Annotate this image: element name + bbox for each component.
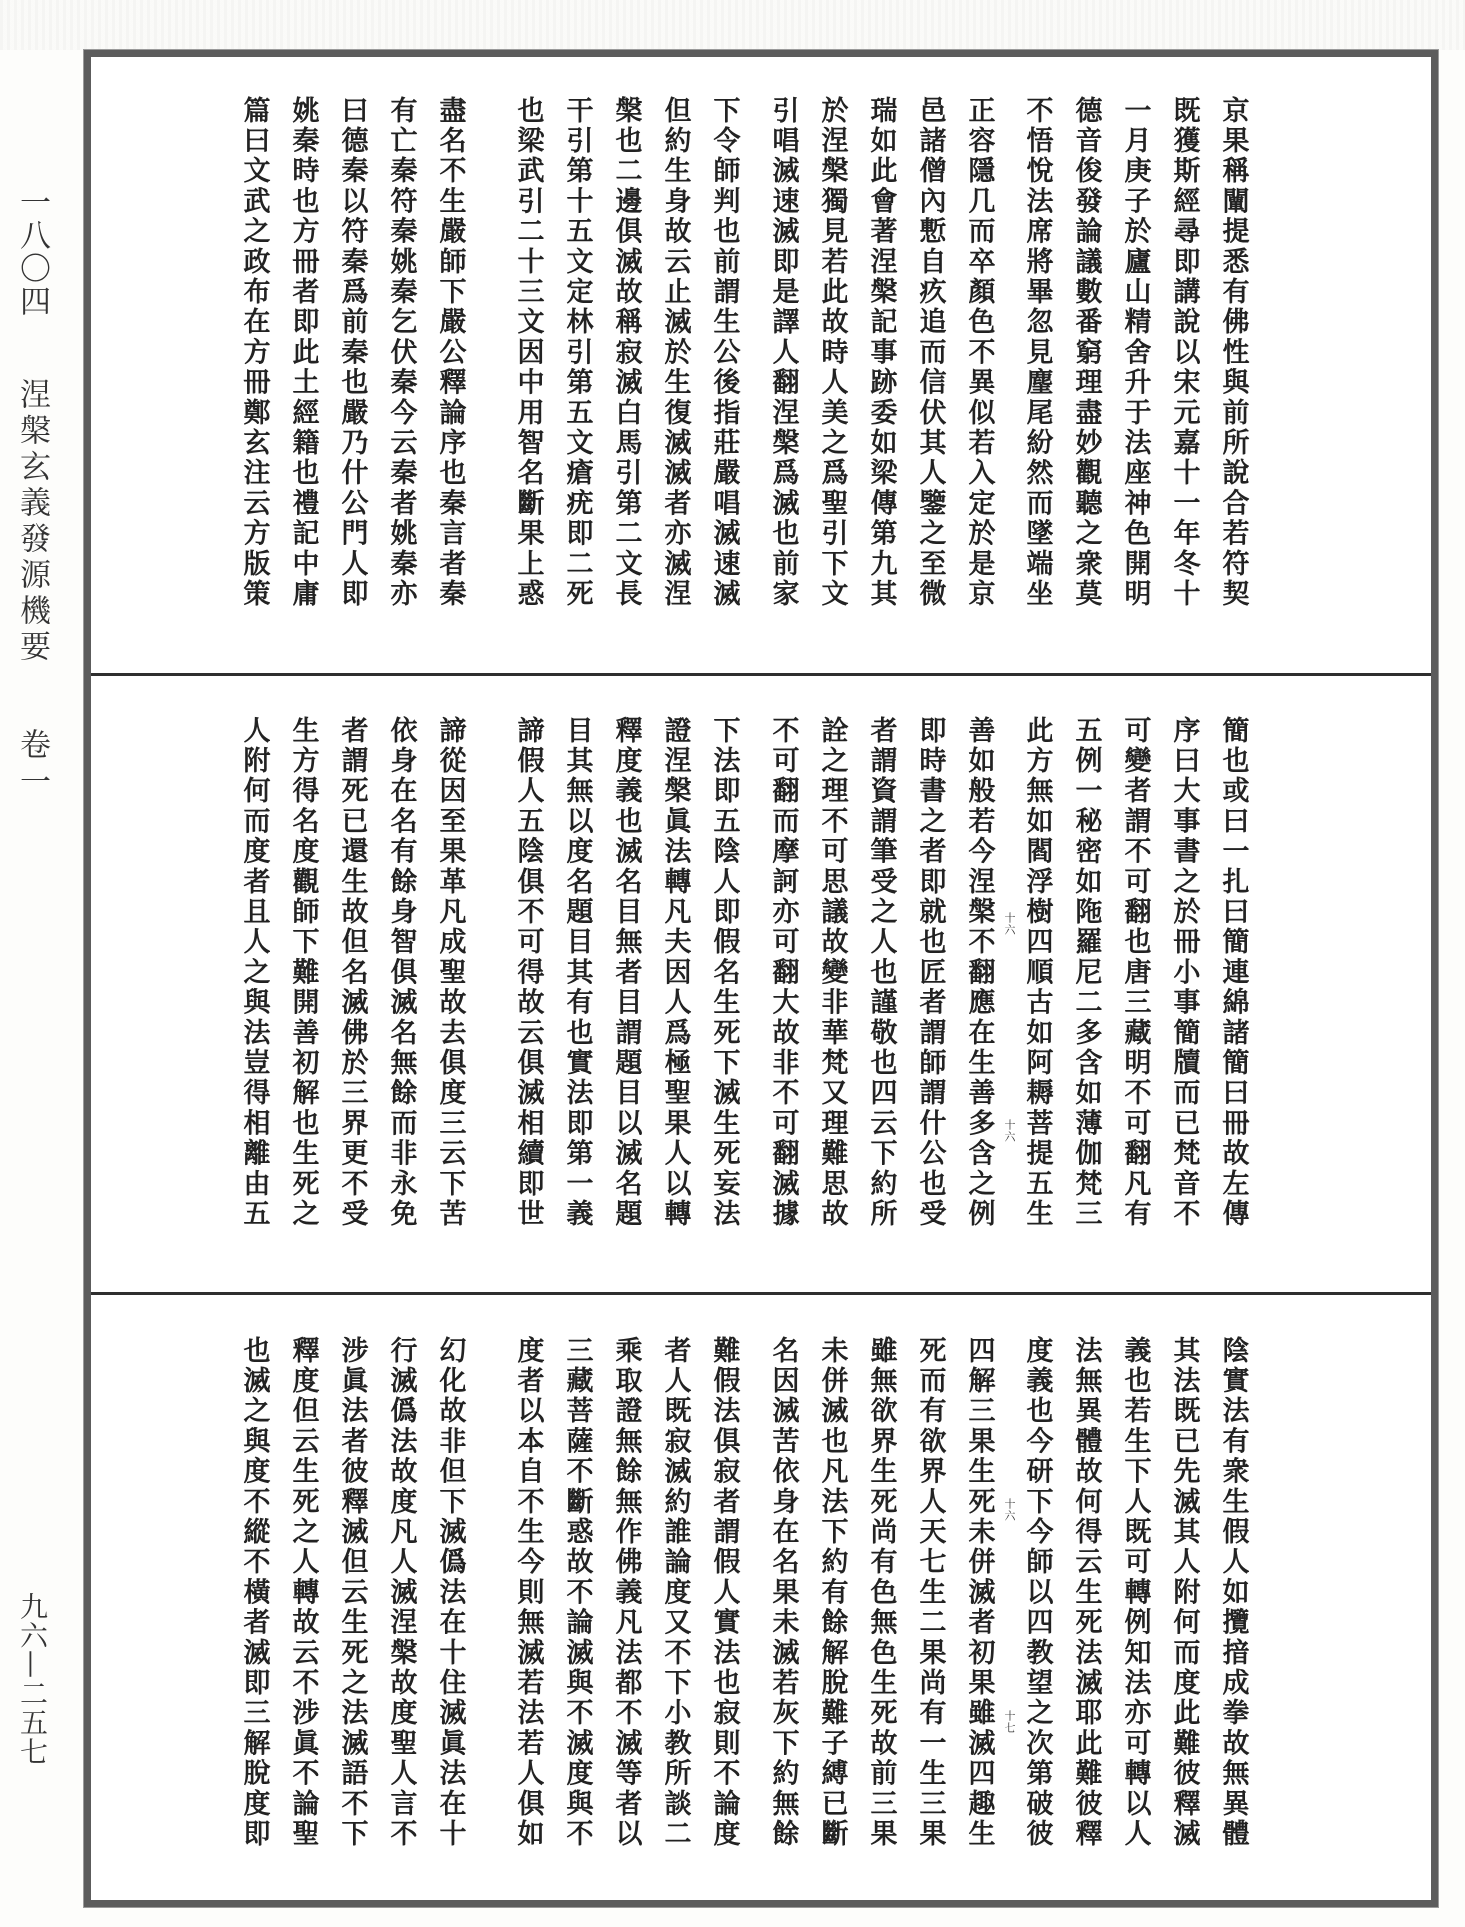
panel-divider <box>91 673 1431 676</box>
text-column: 瑞如此會著涅槃記事跡委如梁傳第九其 <box>865 96 897 610</box>
text-column: 盡名不生嚴師下嚴公釋論序也秦言者秦 <box>434 96 466 610</box>
text-column: 五例一秘密如陁羅尼二多含如薄伽梵三 <box>1070 716 1102 1230</box>
text-column: 四解三果生死未併滅者初果雖滅四趣生 <box>963 1336 995 1850</box>
margin-volume-number: 一八〇四 <box>14 186 50 318</box>
text-column: 釋度但云生死之人轉故云不涉眞不論聖 <box>287 1336 319 1850</box>
text-column: 度義也今研下今師以四教望之次第破彼 <box>1021 1336 1053 1850</box>
text-column: 行滅僞法故度凡人滅涅槃故度聖人言不 <box>385 1336 417 1850</box>
text-column: 干引第十五文定林引第五文瘡疣即二死 <box>561 96 593 610</box>
text-column: 涉眞法者彼釋滅但云生死之法滅語不下 <box>336 1336 368 1850</box>
margin-book-title: 涅槃玄義發源機要 <box>14 378 50 666</box>
text-column: 死而有欲界人天七生二果尚有一生三果 <box>914 1336 946 1850</box>
text-column: 下法即五陰人即假名生死下滅生死妄法 <box>708 716 740 1230</box>
text-column: 依身在名有餘身智俱滅名無餘而非永免 <box>385 716 417 1230</box>
text-column: 難假法俱寂者謂假人實法也寂則不論度 <box>708 1336 740 1850</box>
text-column: 可變者謂不可翻也唐三藏明不可翻凡有 <box>1119 716 1151 1230</box>
text-column: 釋度義也滅名目無者目謂題目以滅名題 <box>610 716 642 1230</box>
text-column: 義也若生下人既可轉例知法亦可轉以人 <box>1119 1336 1151 1850</box>
marginal-note: 十七 <box>1003 1710 1016 1734</box>
text-column: 有亡秦符秦姚秦乞伏秦今云秦者姚秦亦 <box>385 96 417 610</box>
text-column: 但約生身故云止滅於生復滅滅者亦滅涅 <box>659 96 691 610</box>
text-column: 槃也二邊俱滅故稱寂滅白馬引第二文長 <box>610 96 642 610</box>
text-column: 曰德秦以符秦爲前秦也嚴乃什公門人即 <box>336 96 368 610</box>
marginal-note: 十六 <box>1003 1498 1016 1522</box>
text-column: 雖無欲界生死尚有色無色生死故前三果 <box>865 1336 897 1850</box>
text-column: 於涅槃獨見若此故時人美之爲聖引下文 <box>816 96 848 610</box>
text-column: 諦從因至果革凡成聖故去俱度三云下苦 <box>434 716 466 1230</box>
text-column: 序曰大事書之於冊小事簡牘而已梵音不 <box>1168 716 1200 1230</box>
margin-page-number: 九六—二五七 <box>16 1592 49 1766</box>
text-column: 證涅槃眞法轉凡夫因人爲極聖果人以轉 <box>659 716 691 1230</box>
text-column: 引唱滅速滅即是譯人翻涅槃爲滅也前家 <box>767 96 799 610</box>
text-column: 一月庚子於廬山精舍升于法座神色開明 <box>1119 96 1151 610</box>
text-column: 未併滅也凡法下約有餘解脫難子縛已斷 <box>816 1336 848 1850</box>
text-column: 不悟悅法席將畢忽見麈尾紛然而墜端坐 <box>1021 96 1053 610</box>
marginal-note: 十六 <box>1003 1119 1016 1143</box>
text-column: 也梁武引二十三文因中用智名斷果上惑 <box>512 96 544 610</box>
text-column: 邑諸僧內慙自疚追而信伏其人鑒之至微 <box>914 96 946 610</box>
text-column: 也滅之與度不縱不橫者滅即三解脫度即 <box>238 1336 270 1850</box>
text-column: 目其無以度名題目其有也實法即第一義 <box>561 716 593 1230</box>
text-column: 幻化故非但下滅僞法在十住滅眞法在十 <box>434 1336 466 1850</box>
text-column: 人附何而度者且人之與法豈得相離由五 <box>238 716 270 1230</box>
text-column: 京果稱闡提悉有佛性與前所說合若符契 <box>1217 96 1249 610</box>
text-column: 度者以本自不生今則無滅若法若人俱如 <box>512 1336 544 1850</box>
text-column: 正容隱几而卒顏色不異似若入定於是京 <box>963 96 995 610</box>
text-column: 者謂資謂筆受之人也謹敬也四云下約所 <box>865 716 897 1230</box>
text-column: 詮之理不可思議故變非華梵又理難思故 <box>816 716 848 1230</box>
marginal-note: 十六 <box>1003 912 1016 936</box>
text-column: 善如般若今涅槃不翻應在生善多含之例 <box>963 716 995 1230</box>
text-column: 姚秦時也方冊者即此土經籍也禮記中庸 <box>287 96 319 610</box>
text-column: 既獲斯經尋即講說以宋元嘉十一年冬十 <box>1168 96 1200 610</box>
margin-fascicle: 卷一 <box>14 728 50 802</box>
text-column: 德音俊發論議數番窮理盡妙觀聽之衆莫 <box>1070 96 1102 610</box>
panel-divider <box>91 1292 1431 1295</box>
text-column: 生方得名度觀師下難開善初解也生死之 <box>287 716 319 1230</box>
text-column: 者謂死已還生故但名滅佛於三界更不受 <box>336 716 368 1230</box>
text-column: 其法既已先滅其人附何而度此難彼釋滅 <box>1168 1336 1200 1850</box>
text-column: 陰實法有衆生假人如攬揞成拳故無異體 <box>1217 1336 1249 1850</box>
page-top-edge <box>0 0 1465 50</box>
text-column: 簡也或曰一扎曰簡連綿諸簡曰冊故左傳 <box>1217 716 1249 1230</box>
text-column: 者人既寂滅約誰論度又不下小教所談二 <box>659 1336 691 1850</box>
text-column: 不可翻而摩訶亦可翻大故非不可翻滅據 <box>767 716 799 1230</box>
text-column: 乘取證無餘無作佛義凡法都不滅等者以 <box>610 1336 642 1850</box>
text-column: 法無異體故何得云生死法滅耶此難彼釋 <box>1070 1336 1102 1850</box>
text-column: 下令師判也前謂生公後指莊嚴唱滅速滅 <box>708 96 740 610</box>
text-column: 三藏菩薩不斷惑故不論滅與不滅度與不 <box>561 1336 593 1850</box>
text-column: 此方無如閻浮樹四順古如阿耨菩提五生 <box>1021 716 1053 1230</box>
text-column: 諦假人五陰俱不可得故云俱滅相續即世 <box>512 716 544 1230</box>
text-column: 即時書之者即就也匠者謂師謂什公也受 <box>914 716 946 1230</box>
text-column: 篇曰文武之政布在方冊鄭玄注云方版策 <box>238 96 270 610</box>
text-column: 名因滅苦依身在名果未滅若灰下約無餘 <box>767 1336 799 1850</box>
